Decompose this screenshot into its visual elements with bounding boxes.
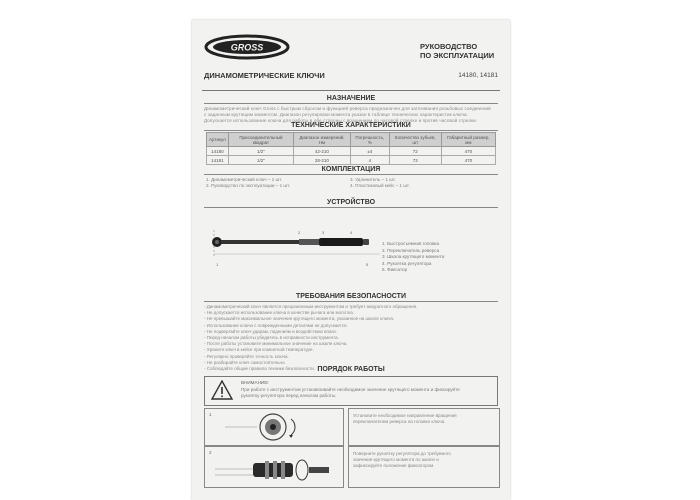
table-cell: 4 [350,156,389,165]
legend-item: 1. Быстросъемная головка [382,241,440,246]
step-1-number: 1 [209,412,212,417]
manual-page [192,20,510,500]
purpose-line: Динамометрический ключ Gross с быстрым сбросом и функцией реверса предназначен для затягивания резьбовых соединений [204,106,491,111]
gross-logo [204,34,290,60]
warning-icon [211,380,233,400]
step-2-text [353,451,451,469]
table-cell: 1/2" [228,156,293,165]
callout-4: 4 [350,230,353,235]
table-cell: 14180 [207,147,229,156]
legend-item: 3. Шкала крутящего момента [382,254,445,260]
step-1-image-box [204,408,344,446]
header-divider [202,90,500,91]
purpose-line: с заданным крутящим моментом. Диапазон регулировки момента указан в таблице технических характеристик ключа. [204,112,469,117]
product-models: 14180, 14181 [458,72,498,79]
torque-wrench-diagram [210,228,380,268]
table-cell: 1/2" [228,147,293,156]
step-2-line: зафиксируйте положение фиксатором. [353,463,435,468]
step-1-illustration [205,409,343,445]
table-cell: 72 [389,156,441,165]
callout-1: 1 [216,262,219,267]
step-2-image-box [204,446,344,488]
safety-list [204,304,500,372]
step-1-text [353,413,457,425]
wrench-shaft [221,240,299,244]
kit-item: 1. Динамометрический ключ – 1 шт. [206,177,283,182]
step-1-line: Установите необходимое направление вращения [353,413,457,418]
table-row [207,156,496,165]
warning-box [204,376,498,406]
specs-table [206,132,496,165]
specs-col-header: Погрешность, % [350,133,389,147]
device-heading: УСТРОЙСТВО [204,198,498,208]
legend-item: 4. Рукоятка регулятора [382,260,432,266]
legend-item: 2. Переключатель реверса [382,247,440,253]
step-2-number: 2 [209,450,212,455]
table-row [207,147,496,156]
kit-item: 4. Пластиковый кейс – 1 шт. [350,183,410,188]
table-cell: 470 [441,147,495,156]
step-2-line: Поверните рукоятку регулятора до требуемого [353,451,451,456]
brand-text: GROSS [230,42,264,53]
kit-list-right [350,177,410,189]
table-cell: 72 [389,147,441,156]
document-title-line-2: ПО ЭКСПЛУАТАЦИИ [420,51,495,60]
specs-col-header: Артикул [207,133,229,147]
table-cell: 42-210 [294,147,351,156]
safety-item: - Перед началом работы убедитесь в исправности инструмента. [204,335,339,341]
specs-col-header: Диапазон измерений, Нм [294,133,351,147]
wrench-scale [299,239,319,245]
legend-item: 5. Фиксатор [382,267,408,273]
step-1-text-box [348,408,500,446]
wrench-handle [319,238,363,246]
warning-line: При работе с инструментом устанавливайте необходимое значение крутящего момента и фиксируйте [241,387,460,392]
step-2-line: значения крутящего момента по шкале и [353,457,439,462]
step-2-text-box [348,446,500,488]
kit-heading: КОМПЛЕКТАЦИЯ [204,165,498,175]
safety-item: - Динамометрический ключ является прецизионным инструментом и требует аккуратного обращения. [204,304,418,309]
warning-line: рукоятку регулятора перед началом работы. [241,393,337,398]
table-cell: 28-210 [294,156,351,165]
safety-item: - Использование ключа с поврежденными деталями не допускается. [204,322,348,328]
specs-col-header: Количество зубьев, шт [389,133,441,147]
table-cell: 470 [441,156,495,165]
kit-item: 2. Руководство по эксплуатации – 1 шт. [206,183,290,188]
table-cell: ±4 [350,147,389,156]
specs-heading: ТЕХНИЧЕСКИЕ ХАРАКТЕРИСТИКИ [204,121,498,131]
document-title [420,42,500,60]
kit-list-left [206,177,290,189]
warning-title: ВНИМАНИЕ! [241,380,269,385]
device-legend [382,241,444,274]
specs-header-row [207,133,496,147]
callout-5: 5 [366,262,369,267]
document-title-line-1: РУКОВОДСТВО [420,42,478,51]
callout-2: 2 [298,230,301,235]
safety-item: - Регулярно проверяйте точность ключа. [204,353,289,359]
step-2-illustration [205,447,343,487]
safety-item: - После работы установите минимальное значение на шкале ключа. [204,341,348,347]
safety-item: - Не превышайте максимальное значение крутящего момента, указанное на шкале ключа. [204,316,395,322]
warning-text [241,387,493,399]
purpose-heading: НАЗНАЧЕНИЕ [204,94,498,104]
safety-heading: ТРЕБОВАНИЯ БЕЗОПАСНОСТИ [204,292,498,302]
specs-col-header: Присоединительный квадрат [228,133,293,147]
operation-heading: ПОРЯДОК РАБОТЫ [317,366,385,373]
step-1-line: переключателем реверса на головке ключа. [353,419,446,424]
safety-item: - Не разбирайте ключ самостоятельно. [204,359,286,365]
safety-item: - Не допускается использование ключа в качестве рычага или молотка. [204,310,354,316]
purpose-line: Допускается использование ключа для работы в обе стороны с вращением по часовой стрелке и против часовой стрелки. [204,118,478,123]
product-name: ДИНАМОМЕТРИЧЕСКИЕ КЛЮЧИ [204,71,325,80]
table-cell: 14181 [207,156,229,165]
safety-item: - Соблюдайте общие правила техники безопасности. [204,366,316,372]
safety-item: - Храните ключ в кейсе при комнатной температуре. [204,347,314,353]
kit-item: 3. Удлинитель – 1 шт. [350,177,396,182]
callout-3: 3 [322,230,325,235]
safety-item: - Не подвергайте ключ ударам, падениям и воздействию влаги. [204,328,337,334]
specs-col-header: Габаритный размер, мм [441,133,495,147]
